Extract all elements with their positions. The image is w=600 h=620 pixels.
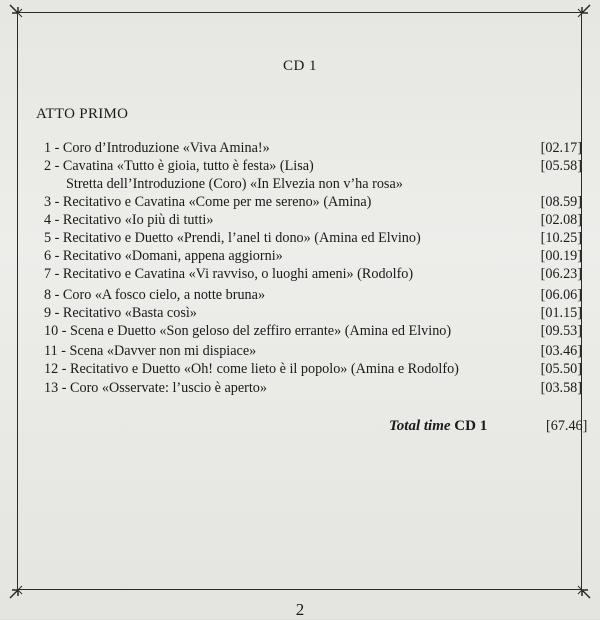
total-time-value: [67.46] <box>546 418 588 434</box>
track-row <box>44 192 582 212</box>
track-title: 2 - Cavatina «Tutto è gioia, tutto è festa» (Lisa) <box>44 158 314 174</box>
track-row <box>44 285 582 305</box>
track-title: 11 - Scena «Davver non mi dispiace» <box>44 343 257 359</box>
track-time: [01.15] <box>540 305 582 321</box>
track-row <box>44 321 582 341</box>
track-time: [02.08] <box>540 212 582 228</box>
track-title: 9 - Recitativo «Basta così» <box>44 305 197 321</box>
track-time: [09.53] <box>540 323 582 339</box>
track-row <box>44 341 582 361</box>
track-row <box>44 246 582 266</box>
track-time: [10.25] <box>540 230 582 246</box>
track-title: 6 - Recitativo «Domani, appena aggiorni» <box>44 248 283 264</box>
track-row <box>44 303 582 323</box>
track-title: 8 - Coro «A fosco cielo, a notte bruna» <box>44 287 266 303</box>
track-title: 4 - Recitativo «Io più di tutti» <box>44 212 214 228</box>
corner-ornament-bottom-left <box>8 580 28 600</box>
page-number: 2 <box>295 600 305 619</box>
total-time-label <box>389 418 487 435</box>
track-row <box>44 264 582 284</box>
total-time-text: Total time <box>389 418 451 434</box>
total-time-cd: CD 1 <box>454 418 488 434</box>
track-time: [03.46] <box>540 343 582 359</box>
track-title: 5 - Recitativo e Duetto «Prendi, l’anel ti dono» (Amina ed Elvino) <box>44 230 421 246</box>
corner-ornament-bottom-right <box>572 580 592 600</box>
corner-ornament-top-left <box>8 3 28 23</box>
track-title: 10 - Scena e Duetto «Son geloso del zeffiro errante» (Amina ed Elvino) <box>44 323 452 339</box>
track-title: 12 - Recitativo e Duetto «Oh! come lieto è il popolo» (Amina e Rodolfo) <box>44 361 459 377</box>
track-time: [05.50] <box>540 361 582 377</box>
track-row <box>44 156 582 176</box>
corner-ornament-top-right <box>572 3 592 23</box>
track-time: [03.58] <box>540 380 582 396</box>
track-time: [02.17] <box>540 140 582 156</box>
track-title: 13 - Coro «Osservate: l’uscio è aperto» <box>44 380 267 396</box>
track-time: [00.19] <box>540 248 582 264</box>
track-time: [06.06] <box>540 287 582 303</box>
track-title: 3 - Recitativo e Cavatina «Come per me sereno» (Amina) <box>44 194 372 210</box>
act-title: ATTO PRIMO <box>36 106 129 122</box>
track-row <box>44 174 582 194</box>
cd-title: CD 1 <box>282 58 318 74</box>
track-row <box>44 378 582 398</box>
track-row <box>44 210 582 230</box>
track-row <box>44 228 582 248</box>
track-title: 1 - Coro d’Introduzione «Viva Amina!» <box>44 140 270 156</box>
track-row <box>44 138 582 158</box>
track-time: [08.59] <box>540 194 582 210</box>
track-title: 7 - Recitativo e Cavatina «Vi ravviso, o luoghi ameni» (Rodolfo) <box>44 266 414 282</box>
track-time: [06.23] <box>540 266 582 282</box>
track-row <box>44 359 582 379</box>
track-time: [05.58] <box>540 158 582 174</box>
track-title: Stretta dell’Introduzione (Coro) «In Elvezia non v’ha rosa» <box>66 176 403 192</box>
